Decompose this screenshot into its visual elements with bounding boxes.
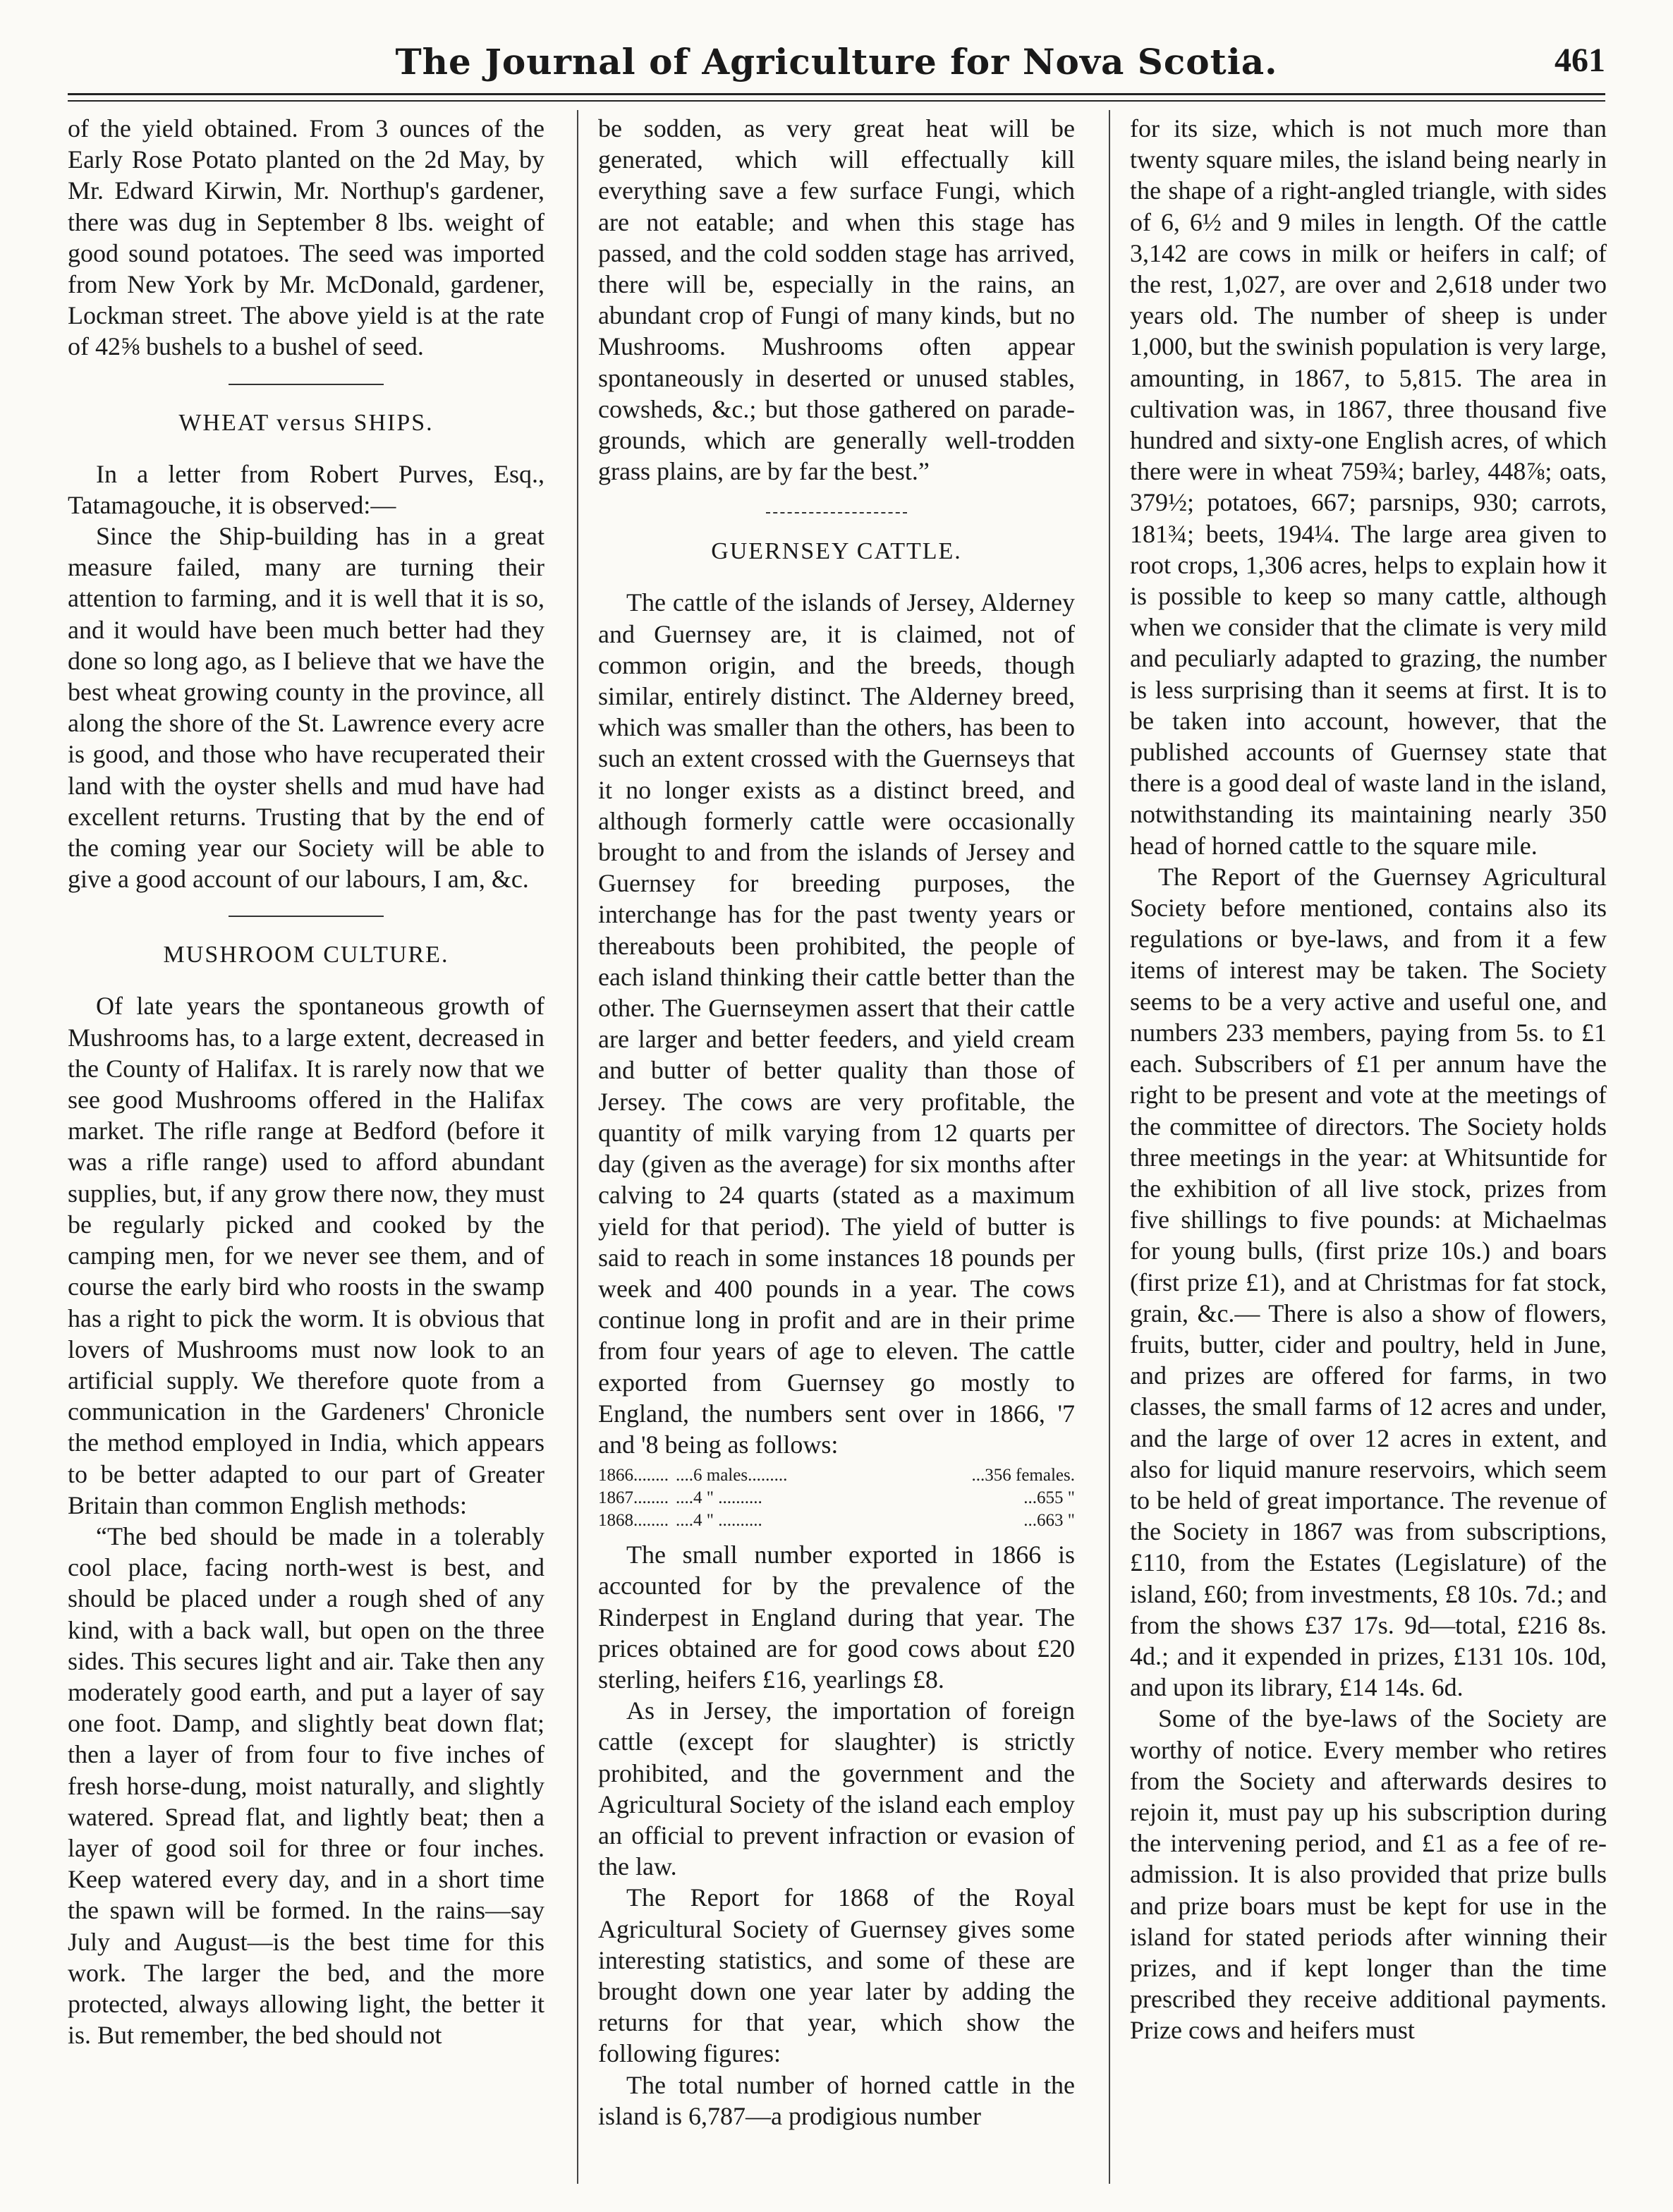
paragraph: of the yield obtained. From 3 ounces of the Early Rose Potato planted on the 2d May, by Mr. Edward Kirwin, Mr. Northup's gardener, there was dug in September 8 lbs. weight of good sound potatoes. The seed was imported from New York by Mr. McDonald, gardener, Lockman street. The above yield is at the rate of 42⅝ bushels to a bushel of seed.	[68, 114, 545, 361]
section-separator	[229, 384, 384, 385]
exports-table	[598, 1464, 1075, 1532]
running-title: The Journal of Agriculture for Nova Scotia.	[395, 41, 1278, 83]
page-header	[68, 35, 1605, 86]
paragraph: The cattle of the islands of Jersey, Alderney and Guernsey are, it is claimed, not of common origin, and the breeds, though similar, entirely distinct. The Alderney breed, which was smaller than the others, has been to such an extent crossed with the Guernseys that it no longer exists as a distinct breed, and although formerly cattle were occasionally brought to and from the islands of Jersey and Guernsey for breeding purposes, the interchange has for the past twenty years or thereabouts been prohibited, the people of each island thinking their cattle better than the other. The Guernseymen assert that their cattle are larger and better feeders, and yield cream and butter of better quality than those of Jersey. The cows are very profitable, the quantity of milk varying from 12 quarts per day (given as the average) for six months after calving to 24 quarts (stated as a maximum yield for that period). The yield of butter is said to reach in some instances 18 pounds per week and 400 pounds in a year. The cows continue long in profit and are in their prime from four years of age to eleven. The cattle exported from Guernsey go mostly to England, the numbers sent over in 1866, '7 and '8 being as follows:	[598, 588, 1075, 1459]
paragraph: “The bed should be made in a tolerably cool place, facing north-west is best, and should be placed under a rough shed of any kind, with a back wall, but open on the three sides. This secures light and air. Take then any moderately good earth, and put a layer of say one foot. Damp, and slightly beat down flat; then a layer of from four to five inches of fresh horse-dung, moist naturally, and slightly watered. Spread flat, and lightly beat; then a layer of good soil for three or four inches. Keep watered every day, and in a short time the spawn will be formed. In the rains—say July and August—is the best time for this work. The larger the bed, and the more protected, always allowing light, the better it is. But remember, the bed should not	[68, 1521, 545, 2050]
paragraph: be sodden, as very great heat will be generated, which will effectually kill everything save a few surface Fungi, which are not eatable; and when this stage has passed, and the cold sodden stage has arrived, there will be, especially in the rains, an abundant crop of Fungi of many kinds, but no Mushrooms. Mushrooms often appear spontaneously in deserted or unused stables, cowsheds, &c.; but those gathered on parade-grounds, which are generally well-trodden grass plains, are by far the best.”	[598, 114, 1075, 486]
paragraph: The Report for 1868 of the Royal Agricultural Society of Guernsey gives some interesting statistics, and some of these are brought down one year later by adding the returns for that year, which show the following figures:	[598, 1883, 1075, 2068]
paragraph: As in Jersey, the importation of foreign cattle (except for slaughter) is strictly prohibited, and the government and the Agricultural Society of the island each employ an official to prevent infraction or evasion of the law.	[598, 1696, 1075, 1881]
table-cell: 1867........	[598, 1488, 669, 1508]
table-row	[598, 1487, 1075, 1509]
paragraph: The small number exported in 1866 is accounted for by the prevalence of the Rinderpest in England during that year. The prices obtained are for good cows about £20 sterling, heifers £16, yearlings £8.	[598, 1540, 1075, 1694]
table-cell: 1866........	[598, 1466, 669, 1485]
paragraph: Since the Ship-building has in a great measure failed, many are turning their attention to farming, and it is well that it is so, and it would have been much better had they done so long ago, as I believe that we have the best wheat growing county in the province, all along the shore of the St. Lawrence every acre is good, and those who have recuperated their land with the oyster shells and mud have had excellent returns. Trusting that by the end of the coming year our Society will be able to give a good account of our labours, I am, &c.	[68, 522, 545, 894]
section-heading-guernsey: GUERNSEY CATTLE.	[711, 538, 962, 565]
header-rule-thin	[68, 100, 1605, 102]
table-cell: ...663 "	[1023, 1511, 1075, 1531]
paragraph: for its size, which is not much more than twenty square miles, the island being nearly in the shape of a right-angled triangle, with sides of 6, 6½ and 9 miles in length. Of the cattle 3,142 are cows in milk or heifers in calf; of the rest, 1,027, are over and 2,618 under two years old. The number of sheep is under 1,000, but the swinish population is very large, amounting, in 1867, to 5,815. The area in cultivation was, in 1867, three thousand five hundred and sixty-one English acres, of which there were in wheat 759¾; barley, 448⅞; oats, 379½; potatoes, 667; parsnips, 930; carrots, 181¾; beets, 194¼. The large area given to root crops, 1,306 acres, helps to explain how it is possible to keep so many cattle, although when we consider that the climate is very mild and peculiarly adapted to grazing, the number is less surprising than it seems at first. It is to be taken into account, however, that the published accounts of Guernsey state that there is a good deal of waste land in the island, notwithstanding its maintaining nearly 350 head of horned cattle to the square mile.	[1130, 114, 1607, 860]
table-cell: ...655 "	[1023, 1488, 1075, 1508]
column-3	[1130, 113, 1607, 2180]
column-divider	[1109, 110, 1110, 2184]
table-cell: ...356 females.	[971, 1466, 1075, 1485]
paragraph: In a letter from Robert Purves, Esq., Tatamagouche, it is observed:—	[68, 459, 545, 519]
column-divider	[577, 110, 578, 2184]
column-2	[598, 113, 1075, 2180]
section-separator	[766, 512, 907, 514]
table-cell: ....6 males.........	[676, 1466, 788, 1485]
table-cell: ....4 " ..........	[676, 1511, 762, 1531]
page-number: 461	[1555, 42, 1605, 79]
table-cell: 1868........	[598, 1511, 669, 1531]
header-rule	[68, 93, 1605, 95]
column-1	[68, 113, 545, 2180]
paragraph: Some of the bye-laws of the Society are worthy of notice. Every member who retires from the Society and afterwards desires to rejoin it, must pay up his subscription during the intervening period, and £1 as a fee of re-admission. It is also provided that prize bulls and prize boars must be kept for use in the island for stated periods after winning their prizes, and if kept longer than the time prescribed they receive additional payments. Prize cows and heifers must	[1130, 1704, 1607, 2045]
section-heading-wheat: WHEAT versus SHIPS.	[178, 409, 434, 436]
paragraph: Of late years the spontaneous growth of Mushrooms has, to a large extent, decreased in the County of Halifax. It is rarely now that we see good Mushrooms offered in the Halifax market. The rifle range at Bedford (before it was a rifle range) used to afford abundant supplies, but, if any grow there now, they must be regularly picked and cooked by the camping men, for we never see them, and of course the early bird who roosts in the swamp has a right to pick the worm. It is obvious that lovers of Mushrooms must now look to an artificial supply. We therefore quote from a communication in the Gardeners' Chronicle the method employed in India, which appears to be better adapted to our part of Greater Britain than common English methods:	[68, 992, 545, 1519]
table-row	[598, 1509, 1075, 1532]
table-cell: ....4 " ..........	[676, 1488, 762, 1508]
section-separator	[229, 916, 384, 917]
section-heading-mushroom: MUSHROOM CULTURE.	[163, 942, 449, 968]
table-row	[598, 1464, 1075, 1487]
paragraph: The total number of horned cattle in the island is 6,787—a prodigious number	[598, 2070, 1075, 2130]
paragraph: The Report of the Guernsey Agricultural Society before mentioned, contains also its regulations or bye-laws, and from it a few items of interest may be taken. The Society seems to be a very active and useful one, and numbers 233 members, paying from 5s. to £1 each. Subscribers of £1 per annum have the right to be present and vote at the meetings of the committee of directors. The Society holds three meetings in the year: at Whitsuntide for the exhibition of all live stock, prizes from five shillings to five pounds: at Michaelmas for young bulls, (first prize 10s.) and boars (first prize £1), and at Christmas for fat stock, grain, &c.— There is also a show of flowers, fruits, butter, cider and poultry, held in June, and prizes are offered for farms, in two classes, the small farms of 12 acres and under, and the large of over 12 acres in extent, and also for liquid manure reservoirs, which seem to be held of great importance. The revenue of the Society in 1867 was from subscriptions, £110, from the Estates (Legislature) of the island, £60; from investments, £8 10s. 7d.; and from the shows £37 17s. 9d—total, £216 8s. 4d.; and it expended in prizes, £131 10s. 10d, and upon its library, £14 14s. 6d.	[1130, 862, 1607, 1702]
